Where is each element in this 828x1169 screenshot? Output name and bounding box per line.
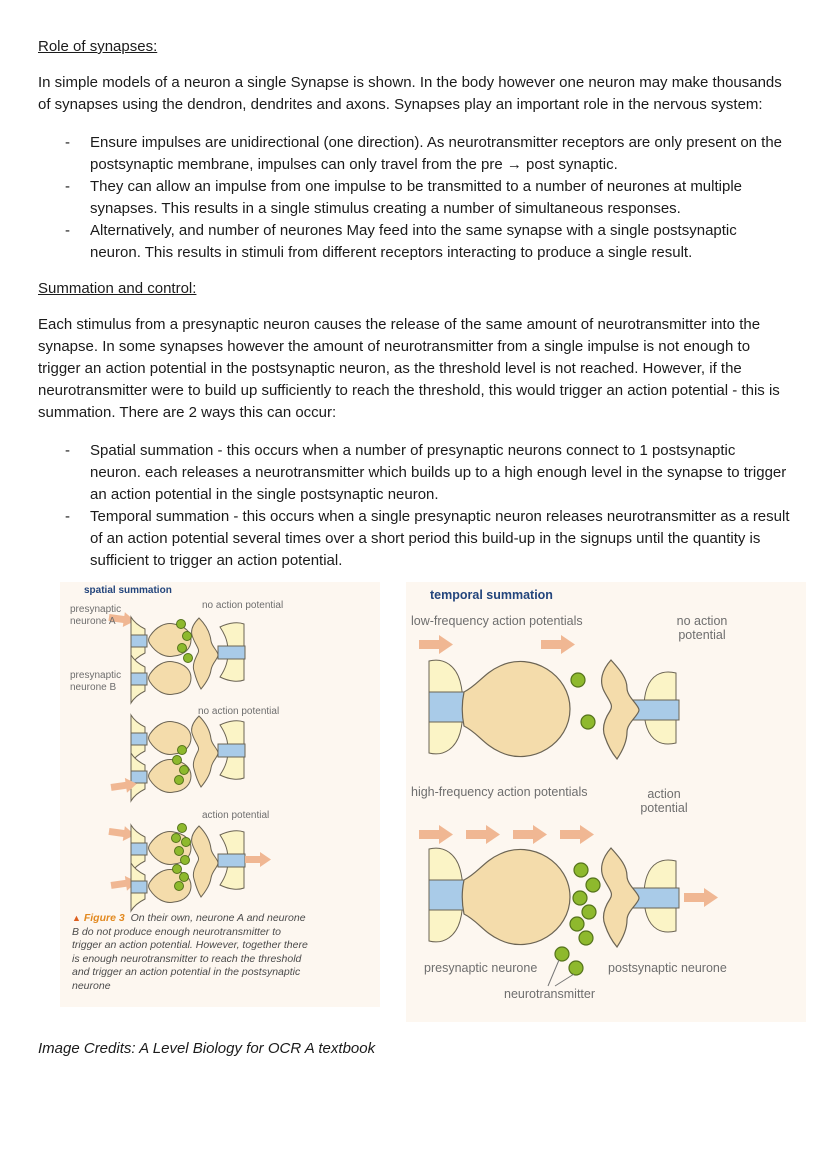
vesicle [571,673,585,687]
vesicle [573,891,587,905]
spatial-summation-figure [60,582,380,1007]
vesicle [581,715,595,729]
vesicle [582,905,596,919]
figures-row [60,582,790,1022]
heading-role-of-synapses: Role of synapses: [38,38,158,55]
caption-text: On their own, neurone A and neurone B do not produce enough neurotransmitter to trigger an action potential. However, together there is enough neurotransmitter to reach the threshold and trigger an action potential in the postsynaptic neurone [72,912,308,992]
label-no-action-potential: no action potential [198,706,280,717]
summation-bullet-list [38,440,790,572]
vesicle [172,834,181,843]
vesicle [555,947,569,961]
vesicle [574,863,588,877]
temporal-figure-title: temporal summation [430,588,553,602]
vesicle [570,917,584,931]
figure-background [406,582,806,1022]
vesicle [175,776,184,785]
vesicle [173,865,182,874]
vesicle [180,766,189,775]
vesicle [180,873,189,882]
label-no-action-potential: no action potential [676,614,728,642]
label-action-potential: action potential [640,787,688,815]
vesicle [569,961,583,975]
figure-caption [72,912,312,993]
vesicle [181,856,190,865]
label-high-frequency: high-frequency action potentials [411,785,588,799]
paragraph-summation-intro: Each stimulus from a presynaptic neuron causes the release of the same amount of neurotransmitter into the synapse. In some synapses however the amount of neurotransmitter from a single impulse is not enough to trigger an action potential in the postsynaptic neuron, as the threshold level is not reached. However, if the neurotransmitter were to build up sufficiently to reach the threshold, this would trigger an action potential - this is summation. There are 2 ways this can occur: [38,316,780,421]
vesicle [175,847,184,856]
role-bullet-list [38,132,790,264]
vesicle [175,882,184,891]
list-item: - Temporal summation - this occurs when a single presynaptic neuron releases neurotransmitter as a result of an action potential several times over a short period this build-up in the signups until the quantity is sufficient to trigger an action potential. [65,506,790,572]
vesicle [173,756,182,765]
label-no-action-potential: no action potential [202,600,284,611]
vesicle [579,931,593,945]
paragraph-role-intro: In simple models of a neuron a single Synapse is shown. In the body however one neuron may make thousands of synapses using the dendron, dendrites and axons. Synapses play an important role in the nervous system: [38,74,782,113]
list-item: - Alternatively, and number of neurones May feed into the same synapse with a single postsynaptic neuron. This results in stimuli from different receptors interacting to produce a single result. [65,220,790,264]
heading-summation-control: Summation and control: [38,280,197,297]
caption-triangle-icon: ▲ [72,913,81,923]
temporal-summation-diagram [406,582,806,1022]
list-item: - Spatial summation - this occurs when a number of presynaptic neurons connect to 1 postsynaptic neuron. each releases a neurotransmitter which builds up to a high enough level in the synapse to trigger an action potential in the single postsynaptic neuron. [65,440,790,506]
vesicle [178,644,187,653]
temporal-summation-figure [406,582,806,1022]
vesicle [183,632,192,641]
vesicle [586,878,600,892]
axon [429,692,466,722]
label-postsynaptic-neurone: postsynaptic neurone [608,961,727,975]
spatial-figure-title: spatial summation [84,585,172,596]
image-credits: Image Credits: A Level Biology for OCR A textbook [38,1040,376,1057]
label-low-frequency: low-frequency action potentials [411,614,583,628]
axon [429,880,466,910]
vesicle [184,654,193,663]
label-presynaptic-neurone-b: presynaptic neurone B [70,670,122,693]
list-item: - They can allow an impulse from one impulse to be transmitted to a number of neurones at multiple synapses. This results in a single stimulus creating a number of simultaneous responses. [65,176,790,220]
vesicle [182,838,191,847]
label-action-potential: action potential [202,810,270,821]
vesicle [178,824,187,833]
list-item: - Ensure impulses are unidirectional (one direction). As neurotransmitter receptors are only present on the postsynaptic membrane, impulses can only travel from the pre → post synaptic. [65,132,790,176]
vesicle [178,746,187,755]
label-neurotransmitter: neurotransmitter [504,987,596,1001]
label-presynaptic-neurone: presynaptic neurone [424,961,538,975]
caption-label: Figure 3 [83,912,125,924]
vesicle [177,620,186,629]
label-presynaptic-neurone-a: presynaptic neurone A [70,604,122,627]
